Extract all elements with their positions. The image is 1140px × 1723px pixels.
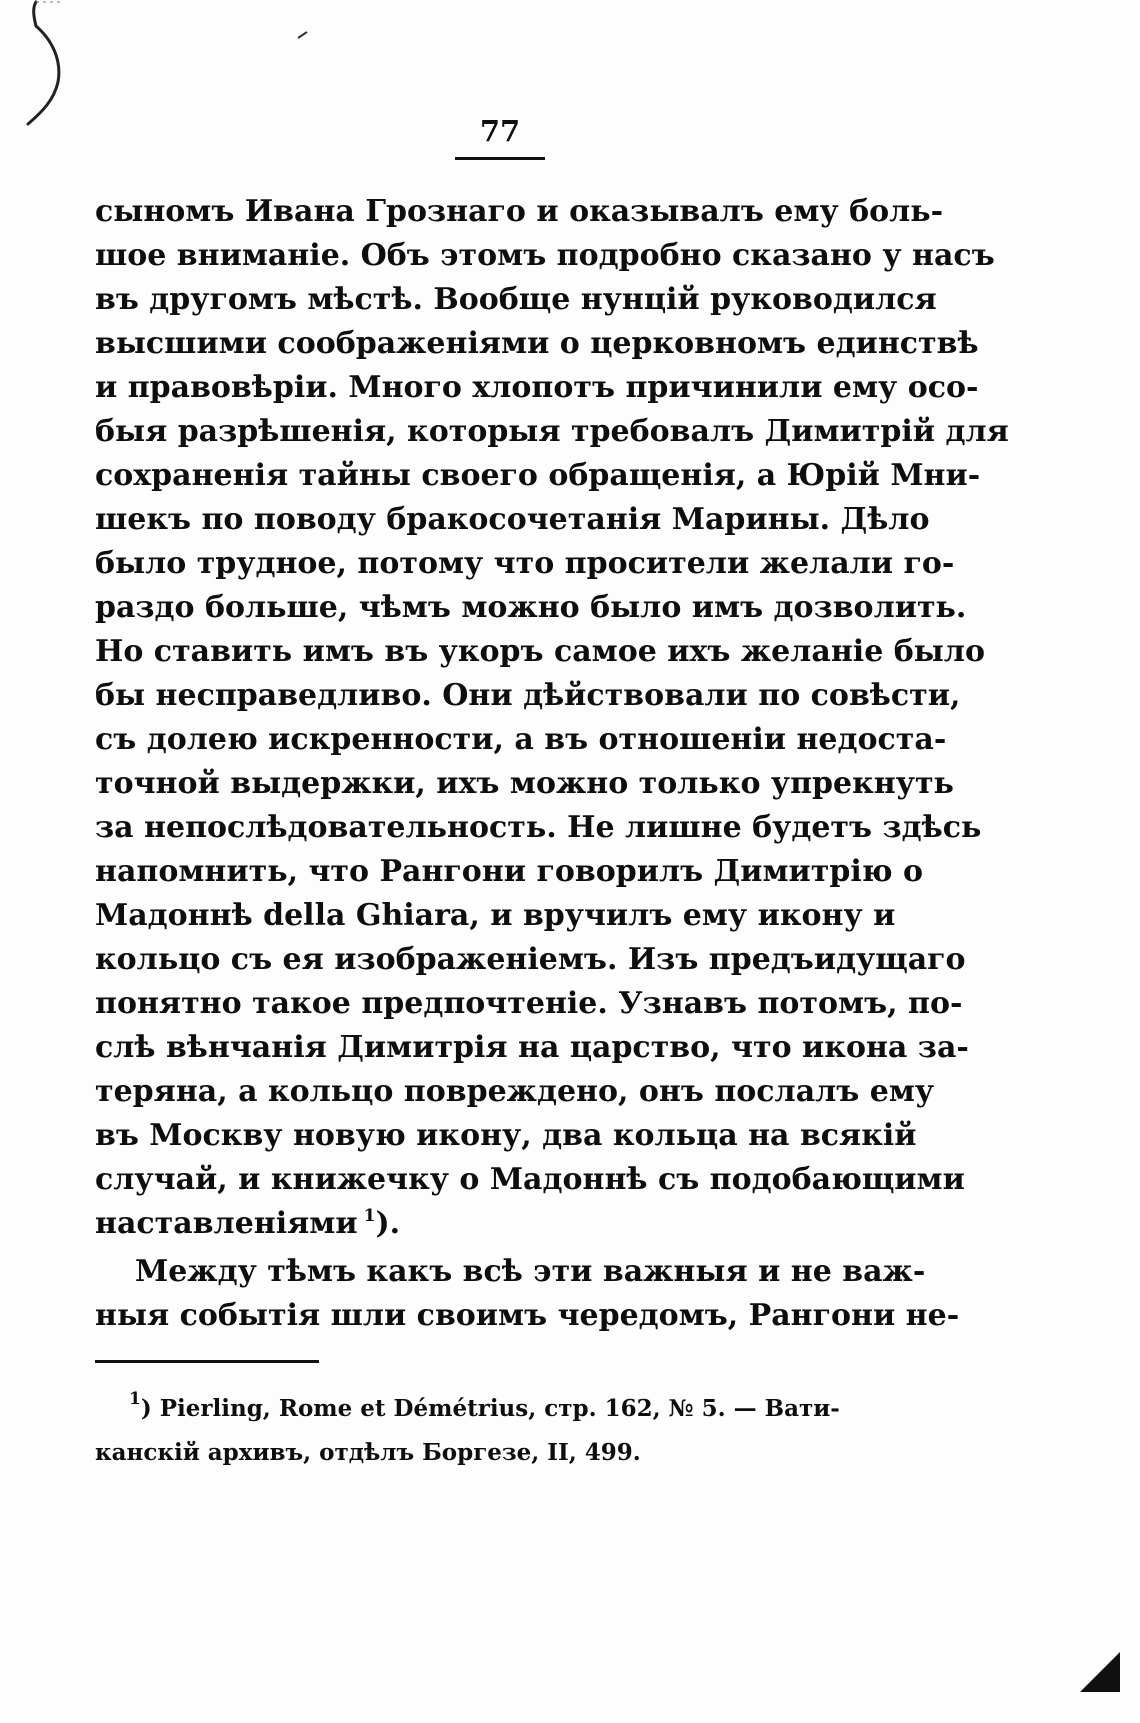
footnote-line <box>95 1387 895 1431</box>
paragraph-2-line: Между тѣмъ какъ всѣ эти важныя и не важ- <box>135 1254 926 1289</box>
text-line: случай, и книжечку о Мадоннѣ съ подобающими <box>95 1162 965 1197</box>
text-line: кольцо съ ея изображеніемъ. Изъ предъидущаго <box>95 942 966 977</box>
scan-dot-mark <box>296 30 310 40</box>
text-line: быя разрѣшенія, которыя требовалъ Димитрій для <box>95 414 1009 449</box>
text-line: высшими соображеніями о церковномъ единствѣ <box>95 326 979 361</box>
text-line: бы несправедливо. Они дѣйствовали по совѣсти, <box>95 678 961 713</box>
footnote-text: Pierling, Rome et Démétrius, стр. 162, № 5. — Вати- <box>159 1395 840 1422</box>
text-line: теряна, а кольцо повреждено, онъ послалъ ему <box>95 1074 935 1109</box>
text-line: съ долею искренности, а въ отношеніи недоста- <box>95 722 947 757</box>
text-line: раздо больше, чѣмъ можно было имъ дозволить. <box>95 590 967 625</box>
text-line: сохраненія тайны своего обращенія, а Юрій Мни- <box>95 458 981 493</box>
text-line: Мадоннѣ della Ghiara, и вручилъ ему икону и <box>95 898 896 933</box>
text-line: въ Москву новую икону, два кольца на всякій <box>95 1118 917 1153</box>
body-text <box>95 190 1009 1338</box>
text-line: за непослѣдовательность. Не лишне будетъ здѣсь <box>95 810 982 845</box>
text-line: слѣ вѣнчанія Димитрія на царство, что икона за- <box>95 1030 969 1065</box>
text-line: напомнить, что Рангони говорилъ Димитрію о <box>95 854 923 889</box>
text-line: было трудное, потому что просители желали го- <box>95 546 955 581</box>
page-number: 77 <box>479 114 521 148</box>
footnote-marker-close: ) <box>140 1395 152 1422</box>
footnote-divider <box>95 1360 319 1363</box>
text-line: и правовѣріи. Много хлопотъ причинили ему осо- <box>95 370 979 405</box>
page-number-underline <box>455 157 545 160</box>
footnote-ref-marker: 1 <box>363 1206 376 1226</box>
text-line: Но ставить имъ въ укоръ самое ихъ желаніе было <box>95 634 985 669</box>
last-line-text: наставленіями <box>95 1206 358 1241</box>
text-line: шекъ по поводу бракосочетанія Марины. Дѣло <box>95 502 930 537</box>
text-line: сыномъ Ивана Грознаго и оказывалъ ему боль- <box>95 194 944 229</box>
footnote-marker: 1 <box>129 1389 141 1409</box>
footnotes <box>95 1387 895 1475</box>
text-line-last <box>95 1202 895 1246</box>
text-line: въ другомъ мѣстѣ. Вообще нунцій руководился <box>95 282 937 317</box>
text-line: точной выдержки, ихъ можно только упрекнуть <box>95 766 954 801</box>
text-line: понятно такое предпочтеніе. Узнавъ потомъ, по- <box>95 986 963 1021</box>
scan-corner-mark <box>1076 1648 1122 1694</box>
paragraph-2-line: ныя событія шли своимъ чередомъ, Рангони не- <box>95 1298 960 1333</box>
text-line: шое вниманіе. Объ этомъ подробно сказано у насъ <box>95 238 995 273</box>
footnote-ref-close: ). <box>375 1206 401 1241</box>
scan-bracket-mark <box>22 0 82 135</box>
footnote-line-2: канскій архивъ, отдѣлъ Боргезе, II, 499. <box>95 1439 641 1466</box>
